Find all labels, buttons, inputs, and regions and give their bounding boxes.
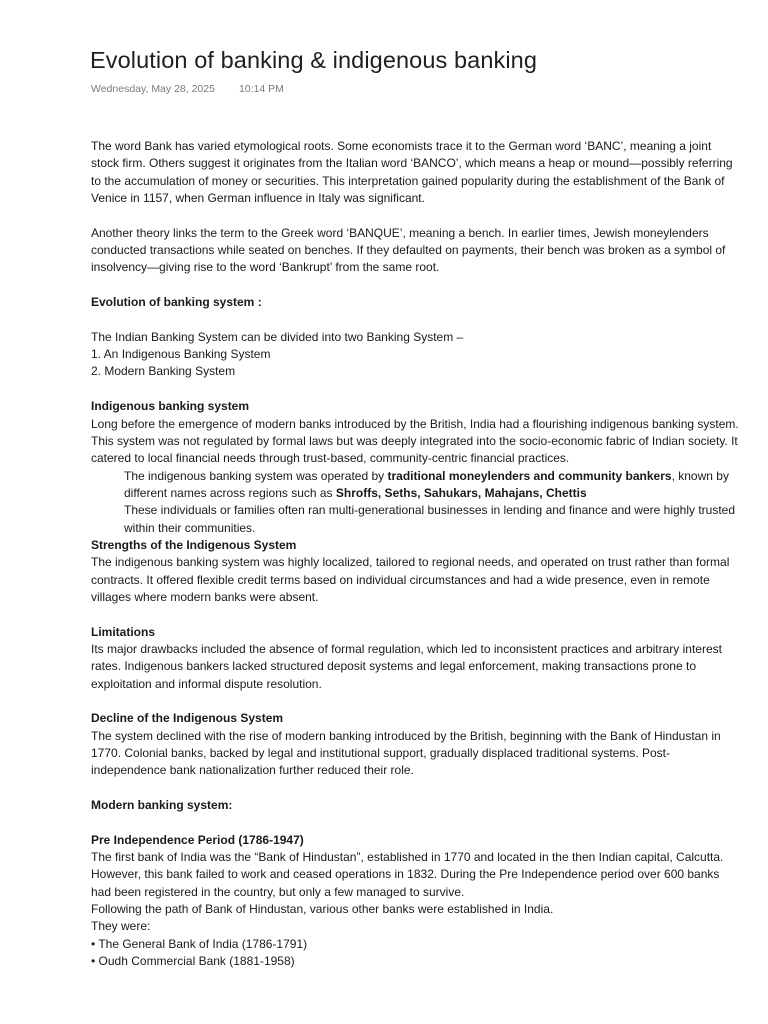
note-body[interactable] [91, 138, 741, 971]
text-run: The indigenous banking system was operated by [124, 468, 388, 483]
text-run: , known by different names across regions such as [124, 468, 729, 500]
blank-line [91, 606, 741, 623]
paragraph-families: These individuals or families often ran multi-generational businesses in lending and finance and were highly trusted within their communities. [124, 503, 736, 535]
paragraph-strengths: The indigenous banking system was highly localized, tailored to regional needs, and operated on trust rather than formal contracts. It offered flexible credit terms based on individual circumstances and had a wide presence, even in remote villages where modern banks were absent. [91, 555, 730, 604]
heading-evolution: Evolution of banking system : [91, 295, 262, 310]
blank-line [91, 277, 741, 294]
list-item: • Oudh Commercial Bank (1881-1958) [91, 954, 295, 969]
blank-line [91, 311, 741, 328]
paragraph-following: Following the path of Bank of Hindustan, various other banks were established in India. [91, 902, 554, 917]
blank-line [91, 693, 741, 710]
blank-line [91, 814, 741, 831]
page-time: 10:14 PM [238, 83, 284, 95]
paragraph-indigenous: Long before the emergence of modern banks introduced by the British, India had a flourishing indigenous banking system. This system was not regulated by formal laws but was deeply integrated into the socio-economic fabric of Indian society. It catered to local financial needs through trust-based, community-centric financial practices. [91, 416, 739, 466]
bold-text-run: Shroffs, Seths, Sahukars, Mahajans, Chettis [335, 485, 587, 500]
paragraph-decline: The system declined with the rise of modern banking introduced by the British, beginning with the Bank of Hindustan in 1770. Colonial banks, backed by legal and institutional support, gradually displaced traditional systems. Post-independence bank nationalization further reduced their role. [91, 728, 721, 778]
blank-line [91, 780, 741, 797]
list-item: • The General Bank of India (1786-1791) [91, 936, 308, 951]
blank-line [91, 207, 741, 224]
paragraph-etymology: The word Bank has varied etymological roots. Some economists trace it to the German word ‘BANC’, meaning a joint stock firm. Others suggest it originates from the Italian word ‘BANCO’, which means a heap or mound—possibly referring to the accumulation of money or securities. This interpretation gained popularity during the establishment of the Bank of Venice in 1157, when German influence in Italy was significant. [91, 139, 733, 206]
list-item: 2. Modern Banking System [91, 364, 236, 379]
blank-line [91, 381, 741, 398]
paragraph-they-were: They were: [91, 919, 151, 934]
bold-text-run: traditional moneylenders and community bankers [387, 468, 672, 483]
page-title[interactable]: Evolution of banking & indigenous banking [90, 47, 538, 73]
paragraph-operated [91, 468, 741, 503]
page-date: Wednesday, May 28, 2025 [91, 83, 215, 95]
paragraph-limitations: Its major drawbacks included the absence of formal regulation, which led to inconsistent practices and arbitrary interest rates. Indigenous bankers lacked structured deposit systems and legal enforcement, making transactions prone to exploitation and informal dispute resolution. [91, 641, 722, 691]
page-meta [91, 83, 284, 95]
paragraph-divided: The Indian Banking System can be divided into two Banking System – [91, 329, 464, 344]
heading-limitations: Limitations [91, 624, 156, 639]
heading-modern: Modern banking system: [91, 798, 233, 813]
heading-decline: Decline of the Indigenous System [91, 711, 284, 726]
heading-indigenous: Indigenous banking system [91, 399, 250, 414]
list-item: 1. An Indigenous Banking System [91, 347, 271, 362]
heading-pre-independence: Pre Independence Period (1786-1947) [91, 832, 304, 847]
paragraph-pre-independence: The first bank of India was the “Bank of Hindustan”, established in 1770 and located in the then Indian capital, Calcutta. However, this bank failed to work and ceased operations in 1832. During the Pre Independence period over 600 banks had been registered in the country, but only a few managed to survive. [91, 850, 724, 899]
paragraph-banque: Another theory links the term to the Greek word ‘BANQUE’, meaning a bench. In earlier times, Jewish moneylenders conducted transactions while seated on benches. If they defaulted on payments, their bench was broken as a symbol of insolvency—giving rise to the word ‘Bankrupt’ from the same root. [91, 225, 726, 275]
heading-strengths: Strengths of the Indigenous System [91, 537, 297, 552]
